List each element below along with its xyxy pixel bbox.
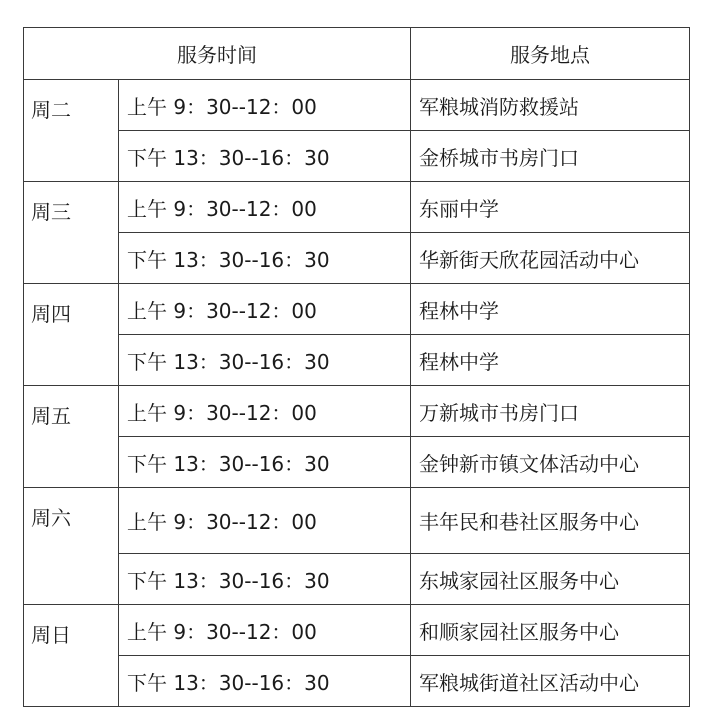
place-cell: 万新城市书房门口	[411, 386, 690, 437]
table-row	[24, 554, 690, 605]
day-cell: 周二	[24, 80, 119, 182]
place-cell: 程林中学	[411, 284, 690, 335]
table-row	[24, 437, 690, 488]
time-cell: 下午 13：30--16：30	[119, 233, 411, 284]
time-cell: 上午 9：30--12：00	[119, 80, 411, 131]
time-cell: 上午 9：30--12：00	[119, 386, 411, 437]
time-cell: 上午 9：30--12：00	[119, 488, 411, 554]
time-cell: 上午 9：30--12：00	[119, 182, 411, 233]
time-cell: 上午 9：30--12：00	[119, 284, 411, 335]
place-cell: 军粮城消防救援站	[411, 80, 690, 131]
place-cell: 东城家园社区服务中心	[411, 554, 690, 605]
place-cell: 程林中学	[411, 335, 690, 386]
table-row	[24, 182, 690, 233]
time-cell: 下午 13：30--16：30	[119, 131, 411, 182]
day-cell: 周四	[24, 284, 119, 386]
place-cell: 金桥城市书房门口	[411, 131, 690, 182]
time-cell: 上午 9：30--12：00	[119, 605, 411, 656]
table-row	[24, 335, 690, 386]
header-row	[24, 28, 690, 80]
place-cell: 东丽中学	[411, 182, 690, 233]
header-service-location: 服务地点	[411, 28, 690, 80]
table-row	[24, 233, 690, 284]
place-cell: 军粮城街道社区活动中心	[411, 656, 690, 707]
table-row	[24, 656, 690, 707]
header-service-time: 服务时间	[24, 28, 411, 80]
time-cell: 下午 13：30--16：30	[119, 656, 411, 707]
day-cell: 周六	[24, 488, 119, 605]
place-cell: 华新街天欣花园活动中心	[411, 233, 690, 284]
place-cell: 丰年民和巷社区服务中心	[411, 488, 690, 554]
place-cell: 和顺家园社区服务中心	[411, 605, 690, 656]
table-row	[24, 605, 690, 656]
day-cell: 周五	[24, 386, 119, 488]
service-schedule-table	[23, 27, 690, 707]
day-cell: 周日	[24, 605, 119, 707]
table-row	[24, 80, 690, 131]
time-cell: 下午 13：30--16：30	[119, 437, 411, 488]
time-cell: 下午 13：30--16：30	[119, 554, 411, 605]
table-row	[24, 284, 690, 335]
day-cell: 周三	[24, 182, 119, 284]
table-row	[24, 386, 690, 437]
table-row	[24, 488, 690, 554]
table-row	[24, 131, 690, 182]
place-cell: 金钟新市镇文体活动中心	[411, 437, 690, 488]
time-cell: 下午 13：30--16：30	[119, 335, 411, 386]
